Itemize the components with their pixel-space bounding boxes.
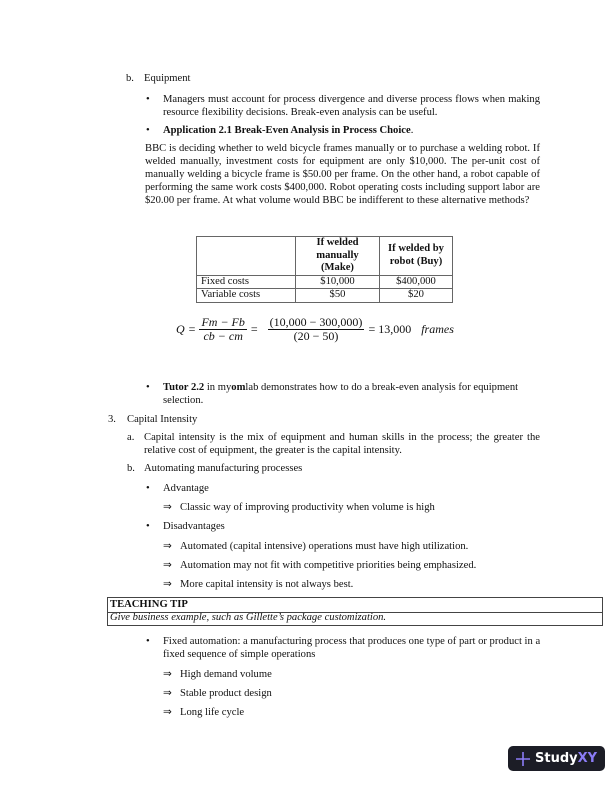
fixed-automation-item: High demand volume (180, 669, 272, 680)
fixed-automation-item: Long life cycle (180, 707, 245, 718)
teaching-tip-title: TEACHING TIP (110, 599, 188, 610)
cell: $20 (380, 289, 453, 303)
section-3-marker: 3. (108, 414, 116, 425)
numerator: Fm − Fb (201, 315, 245, 329)
teaching-tip-text: Give business example, such as Gillette’s package customization. (110, 612, 387, 623)
arrow-icon: ⇒ (163, 579, 172, 590)
disadvantage-item: Automation may not fit with competitive priorities being emphasized. (180, 560, 477, 571)
denominator: cb − cm (203, 329, 243, 343)
section-3-title: Capital Intensity (127, 414, 198, 425)
formula-result: = 13,000 (368, 322, 412, 336)
arrow-icon: ⇒ (163, 560, 172, 571)
formula-q: Q (176, 322, 185, 336)
cell: Fixed costs (197, 275, 296, 289)
tutor-label: Tutor 2.2 (163, 382, 205, 393)
break-even-formula: Q = $\frac{Fm - Fb}{cb - cm}$ = $\frac{(10,000 - 300,000)}{(20 - 50)}$ = 13,000 frames (176, 315, 454, 343)
teaching-tip-body (107, 611, 603, 626)
bullet-icon: • (146, 94, 150, 105)
cost-table (196, 236, 453, 303)
text: om (231, 382, 246, 393)
studyxy-logo[interactable] (508, 746, 605, 771)
arrow-icon: ⇒ (163, 688, 172, 699)
cell: $400,000 (380, 275, 453, 289)
table-row (197, 289, 453, 303)
bullet-tutor (163, 381, 540, 407)
section-b-title: Equipment (144, 73, 191, 84)
advantage-item: Classic way of improving productivity when volume is high (180, 502, 435, 513)
bullet-icon: • (146, 521, 150, 532)
cell: Variable costs (197, 289, 296, 303)
section-b-marker: b. (126, 73, 134, 84)
item-b-marker: b. (127, 463, 135, 474)
formula-fraction-numeric (268, 316, 365, 343)
application-title: Application 2.1 Break-Even Analysis in Process Choice (163, 125, 411, 136)
plus-icon (516, 752, 530, 766)
bullet-resource-flexibility: Managers must account for process divergence and diverse process flows when making resource flexibility decisions. Break-even analysis can be useful. (163, 94, 540, 118)
cell: $50 (296, 289, 380, 303)
formula-unit: frames (421, 322, 454, 336)
fixed-automation-item: Stable product design (180, 688, 272, 699)
denominator: (20 − 50) (293, 329, 339, 343)
item-a-marker: a. (127, 432, 135, 443)
disadvantage-item: More capital intensity is not always best. (180, 579, 354, 590)
bullet-icon: • (146, 125, 150, 136)
bullet-icon: • (146, 382, 150, 393)
formula-fraction-symbolic (199, 316, 246, 343)
bbc-problem-paragraph: BBC is deciding whether to weld bicycle frames manually or to purchase a welding robot. If welded manually, investment costs for equipment are only $10,000. The per-unit cost of manually welding a bicycle frame is $50.00 per frame. On the other hand, a robot capable of performing the same work costs $400,000. Robot operating costs including support labor are $20.00 per frame. At what volume would BBC be indifferent to these alternative methods? (145, 143, 540, 206)
bullet-icon: • (146, 636, 150, 647)
item-b-text: Automating manufacturing processes (144, 463, 303, 474)
period: . (410, 125, 414, 136)
disadvantage-item: Automated (capital intensive) operations must have high utilization. (180, 541, 469, 552)
arrow-icon: ⇒ (163, 502, 172, 513)
text: lab demonstrates how to do a break-even analysis for equipment selection. (163, 382, 519, 406)
logo-text: Study (535, 751, 578, 766)
bullet-icon: • (146, 483, 150, 494)
numerator: (10,000 − 300,000) (269, 315, 363, 329)
arrow-icon: ⇒ (163, 541, 172, 552)
header-robot: If welded by robot (Buy) (380, 237, 453, 276)
disadvantages-label: Disadvantages (163, 521, 225, 532)
logo-text-accent: XY (577, 751, 598, 766)
cell: $10,000 (296, 275, 380, 289)
item-a-text: Capital intensity is the mix of equipment and human skills in the process; the greater the relative cost of equipment, the greater is the capital intensity. (144, 432, 540, 456)
bullet-application (163, 124, 413, 137)
header-blank (197, 237, 296, 276)
arrow-icon: ⇒ (163, 669, 172, 680)
header-manual: If welded manually (Make) (296, 237, 380, 276)
table-row (197, 275, 453, 289)
advantage-label: Advantage (163, 483, 209, 494)
arrow-icon: ⇒ (163, 707, 172, 718)
text: in my (204, 382, 232, 393)
fixed-automation-text: Fixed automation: a manufacturing process that produces one type of part or product in a fixed sequence of simple operations (163, 636, 541, 660)
